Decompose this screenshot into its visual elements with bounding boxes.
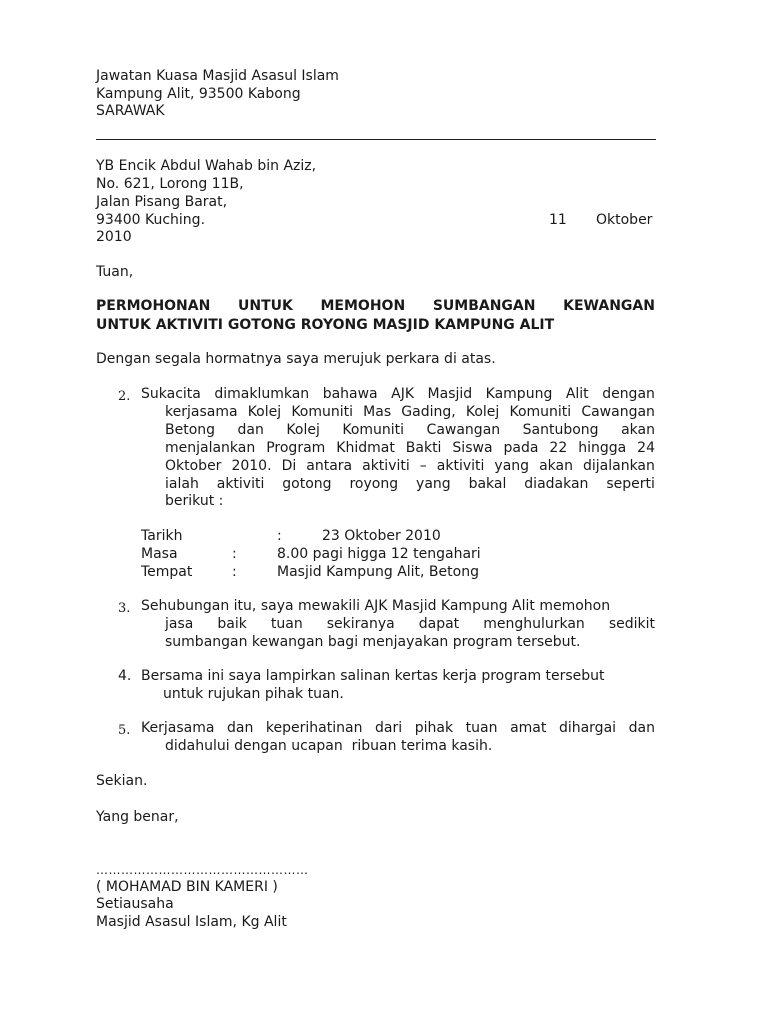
recipient-line-1: YB Encik Abdul Wahab bin Aziz, bbox=[96, 158, 317, 174]
word: gotong bbox=[282, 476, 332, 492]
word: sedikit bbox=[608, 616, 655, 632]
tempat-value: Masjid Kampung Alit, Betong bbox=[277, 564, 479, 580]
word: Program bbox=[266, 440, 326, 456]
word: dan bbox=[237, 422, 264, 438]
word: dengan bbox=[602, 386, 655, 402]
sender-line-3: SARAWAK bbox=[96, 103, 165, 119]
word: 24 bbox=[637, 440, 655, 456]
word: dijalankan bbox=[582, 458, 655, 474]
word: akan bbox=[621, 422, 655, 438]
word: pihak bbox=[414, 720, 454, 736]
word: Khidmat bbox=[336, 440, 395, 456]
word: Siswa bbox=[452, 440, 493, 456]
para2-line-5 bbox=[165, 458, 655, 475]
salutation: Tuan, bbox=[96, 264, 134, 280]
word: dihargai bbox=[558, 720, 617, 736]
word: Kerjasama bbox=[141, 720, 215, 736]
word: Komuniti bbox=[342, 422, 405, 438]
word: Mas bbox=[363, 404, 392, 420]
para2-number: 2. bbox=[118, 389, 131, 404]
word: Betong bbox=[165, 422, 216, 438]
para3-line-3: sumbangan kewangan bagi menjayakan program tersebut. bbox=[165, 634, 581, 650]
header-divider bbox=[96, 139, 656, 140]
tempat-colon: : bbox=[232, 564, 237, 580]
word: antara bbox=[306, 458, 353, 474]
word: royong bbox=[349, 476, 399, 492]
word: diadakan bbox=[524, 476, 589, 492]
word: menghulurkan bbox=[483, 616, 585, 632]
signoff-line: Yang benar, bbox=[96, 809, 179, 825]
masa-value: 8.00 pagi higga 12 tengahari bbox=[277, 546, 481, 562]
word: jasa bbox=[165, 616, 194, 632]
word: keperihatinan bbox=[265, 720, 363, 736]
word: tuan bbox=[465, 720, 498, 736]
para3-line-1: Sehubungan itu, saya mewakili AJK Masjid Kampung Alit memohon bbox=[141, 598, 611, 614]
para5-number: 5. bbox=[118, 723, 131, 738]
closing-line: Sekian. bbox=[96, 773, 148, 789]
para2-line-6 bbox=[165, 476, 655, 493]
signatory-name: ( MOHAMAD BIN KAMERI ) bbox=[96, 879, 278, 895]
para2-line-7: berikut : bbox=[165, 493, 224, 509]
word: Masjid bbox=[427, 386, 473, 402]
para3-line-2 bbox=[165, 616, 655, 633]
word: yang bbox=[416, 476, 451, 492]
word: bakal bbox=[468, 476, 507, 492]
word: dari bbox=[375, 720, 403, 736]
word: Gading, bbox=[401, 404, 456, 420]
word: dan bbox=[227, 720, 254, 736]
word: bahawa bbox=[322, 386, 378, 402]
opening-line: Dengan segala hormatnya saya merujuk perkara di atas. bbox=[96, 351, 496, 367]
word: aktiviti bbox=[436, 458, 485, 474]
word: ialah bbox=[165, 476, 199, 492]
word: baik bbox=[217, 616, 247, 632]
word: Kolej bbox=[286, 422, 320, 438]
para3-number: 3. bbox=[118, 601, 131, 616]
word: menjalankan bbox=[165, 440, 256, 456]
para2-line-1 bbox=[141, 386, 655, 403]
word: tuan bbox=[270, 616, 303, 632]
para5-line-2: didahului dengan ucapan ribuan terima kasih. bbox=[165, 738, 493, 754]
word: Oktober bbox=[165, 458, 222, 474]
word: – bbox=[419, 458, 427, 474]
date-day: 11 bbox=[549, 212, 567, 228]
word: seperti bbox=[606, 476, 655, 492]
word: Cawangan bbox=[426, 422, 501, 438]
tarikh-value: 23 Oktober 2010 bbox=[322, 528, 441, 544]
word: Bakti bbox=[405, 440, 442, 456]
para2-line-2 bbox=[165, 404, 655, 421]
masa-colon: : bbox=[232, 546, 237, 562]
masa-label: Masa bbox=[141, 546, 178, 562]
signatory-org: Masjid Asasul Islam, Kg Alit bbox=[96, 914, 287, 930]
word: sekiranya bbox=[326, 616, 395, 632]
word: Komuniti bbox=[509, 404, 572, 420]
sender-line-2: Kampung Alit, 93500 Kabong bbox=[96, 86, 301, 102]
subject-word: KEWANGAN bbox=[563, 298, 655, 314]
word: aktiviti bbox=[216, 476, 265, 492]
para2-line-3 bbox=[165, 422, 655, 439]
date-month: Oktober bbox=[596, 212, 653, 228]
word: Kolej bbox=[465, 404, 500, 420]
date-year: 2010 bbox=[96, 229, 132, 245]
subject-word: SUMBANGAN bbox=[432, 298, 536, 314]
word: Sukacita bbox=[141, 386, 201, 402]
word: Santubong bbox=[522, 422, 599, 438]
subject-word: MEMOHON bbox=[320, 298, 406, 314]
word: dan bbox=[628, 720, 655, 736]
word: dapat bbox=[418, 616, 460, 632]
tempat-label: Tempat bbox=[141, 564, 193, 580]
word: Cawangan bbox=[581, 404, 655, 420]
para4-line-1: Bersama ini saya lampirkan salinan kertas kerja program tersebut bbox=[141, 668, 605, 684]
word: kerjasama bbox=[165, 404, 238, 420]
word: hingga bbox=[578, 440, 627, 456]
sender-line-1: Jawatan Kuasa Masjid Asasul Islam bbox=[96, 68, 339, 84]
subject-line-1 bbox=[96, 298, 655, 315]
word: amat bbox=[510, 720, 547, 736]
word: dimaklumkan bbox=[214, 386, 310, 402]
word: 2010. bbox=[231, 458, 272, 474]
word: Kolej bbox=[247, 404, 282, 420]
tarikh-label: Tarikh bbox=[141, 528, 183, 544]
word: Di bbox=[281, 458, 297, 474]
recipient-line-3: Jalan Pisang Barat, bbox=[96, 194, 228, 210]
word: 22 bbox=[549, 440, 568, 456]
word: Alit bbox=[565, 386, 589, 402]
tarikh-colon: : bbox=[277, 528, 282, 544]
word: aktiviti bbox=[362, 458, 410, 474]
word: pada bbox=[503, 440, 539, 456]
subject-line-2: UNTUK AKTIVITI GOTONG ROYONG MASJID KAMPUNG ALIT bbox=[96, 317, 555, 333]
word: akan bbox=[539, 458, 573, 474]
subject-word: UNTUK bbox=[237, 298, 293, 314]
recipient-line-4: 93400 Kuching. bbox=[96, 212, 206, 228]
para5-line-1 bbox=[141, 720, 655, 737]
word: AJK bbox=[391, 386, 415, 402]
word: Komuniti bbox=[291, 404, 354, 420]
word: yang bbox=[494, 458, 530, 474]
signature-dots: …………………………………………… bbox=[96, 863, 309, 877]
para4-number: 4. bbox=[118, 668, 132, 684]
para2-line-4 bbox=[165, 440, 655, 457]
word: Kampung bbox=[485, 386, 553, 402]
recipient-line-2: No. 621, Lorong 11B, bbox=[96, 176, 244, 192]
para4-line-2: untuk rujukan pihak tuan. bbox=[163, 686, 344, 702]
subject-word: PERMOHONAN bbox=[96, 298, 211, 314]
signatory-title: Setiausaha bbox=[96, 896, 174, 912]
